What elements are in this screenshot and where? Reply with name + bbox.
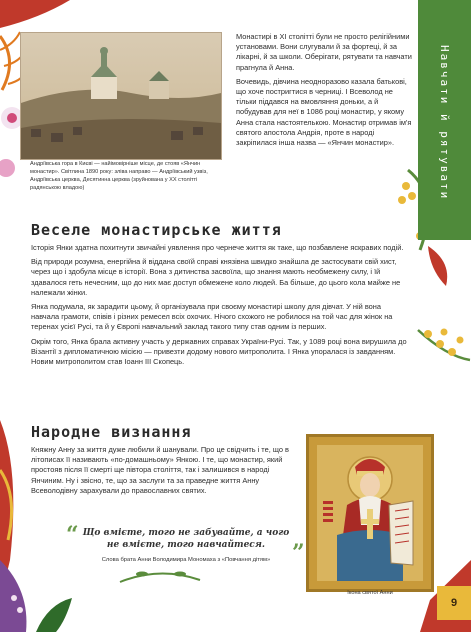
mid-right-sprig-ornament bbox=[418, 329, 470, 361]
quote-block bbox=[66, 527, 306, 563]
section-2-paragraph: Княжну Анну за життя дуже любили й шанували. Про це свідчить і те, що в літописах її називають «по-домашньому» Янкою. І те, що монастир, який простояв після її смерті ще півтора століття, так і залишився в народі Янчиним. Ну і звісно, те, що за заслуги та за праведне життя Анну Всеволодівну зарахували до православних святих. bbox=[31, 445, 289, 495]
historic-photo bbox=[20, 32, 222, 160]
quote-open-mark: “ bbox=[66, 522, 79, 548]
saint-anna-icon-image bbox=[317, 445, 423, 581]
intro-text bbox=[236, 32, 412, 152]
icon-caption: Ікона святої Анни bbox=[347, 590, 393, 596]
section-heading-monastic-life: Веселе монастирське життя bbox=[31, 221, 282, 239]
quote-leaf-ornament bbox=[120, 572, 200, 583]
section-2-text bbox=[31, 445, 296, 500]
section-1-paragraph: Янка подумала, як зарадити цьому, й організувала при своєму монастирі школу для дівчат. У ній вона навчала грамоти, співів і різних ремесел всіх охочих. Нічого схожого не робилося на той час для жінок на теренах усієї Русі, та й у Європі навчальний заклад такого типу став одним із перших. bbox=[31, 302, 393, 332]
icon-painting-frame bbox=[306, 434, 434, 592]
section-1-text bbox=[31, 243, 409, 371]
side-tab bbox=[418, 0, 471, 240]
section-heading-recognition: Народне визнання bbox=[31, 423, 192, 441]
page-number: 9 bbox=[437, 586, 471, 620]
quote-line: не вмієте, того навчайтеся. bbox=[106, 540, 266, 550]
section-1-paragraph: Історія Янки здатна похитнути звичайні уявлення про чернече життя як таке, що позбавлене яскравих подій. bbox=[31, 243, 404, 252]
section-1-paragraph: Від природи розумна, енергійна й віддана своїй справі князівна швидко знайшла де застосувати свій хист, через що і здобула місце в історії. Вона з дитинства засвоїла, що знання мають необмежену силу, і їй здавалося геть нечесним, що до них має доступ обмежене коло людей. Ба більше, до цього кола майже не належали жінки. bbox=[31, 257, 401, 297]
quote-text bbox=[66, 527, 306, 551]
kyiv-hill-illustration bbox=[21, 33, 221, 159]
saint-figure-illustration bbox=[317, 445, 423, 581]
quote-source: Слова брата Анни Володимира Мономаха з «Повчання дітям» bbox=[101, 557, 271, 563]
side-tab-label: Навчати й рятувати bbox=[438, 44, 451, 201]
section-1-paragraph: Окрім того, Янка брала активну участь у державних справах України-Русі. Так, у 1089 році вона вирушила до Візантії з дипломатичною місією — привезти додому нового митрополита. І Янка упоралася із завданням. Новим митрополитом став Іоанн III Скопець. bbox=[31, 336, 407, 367]
quote-close-mark: ” bbox=[292, 540, 305, 566]
intro-paragraph: Вочевидь, дівчина неодноразово казала батькові, що хоче постригтися в черниці. І Всеволод не тільки піддався на вмовляння доньки, а й побудував для неї в 1086 році монастир, у якому Анна стала настоятелькою. Монастир отримав ім'я святого апостола Андрія, проте в народі закріпилася інша назва — «Янчин монастир». bbox=[236, 76, 412, 148]
quote-line: Що вмієте, того не забувайте, а чого bbox=[82, 528, 290, 538]
intro-paragraph: Монастирі в XI столітті були не просто релігійними установами. Вони слугували й за фортеці, й за лікарні, й за школи. Оберігати, рятувати та навчати прагнула й Анна. bbox=[236, 32, 412, 72]
photo-caption: Андріївська гора в Києві — найімовірніше місце, де стояв «Янчин монастир». Світлина 1890 року: зліва направо — Андріївський узвіз, Андріївська церква, Десятинна церква (зруйнована у XX столітті радянською владою) bbox=[30, 161, 208, 191]
